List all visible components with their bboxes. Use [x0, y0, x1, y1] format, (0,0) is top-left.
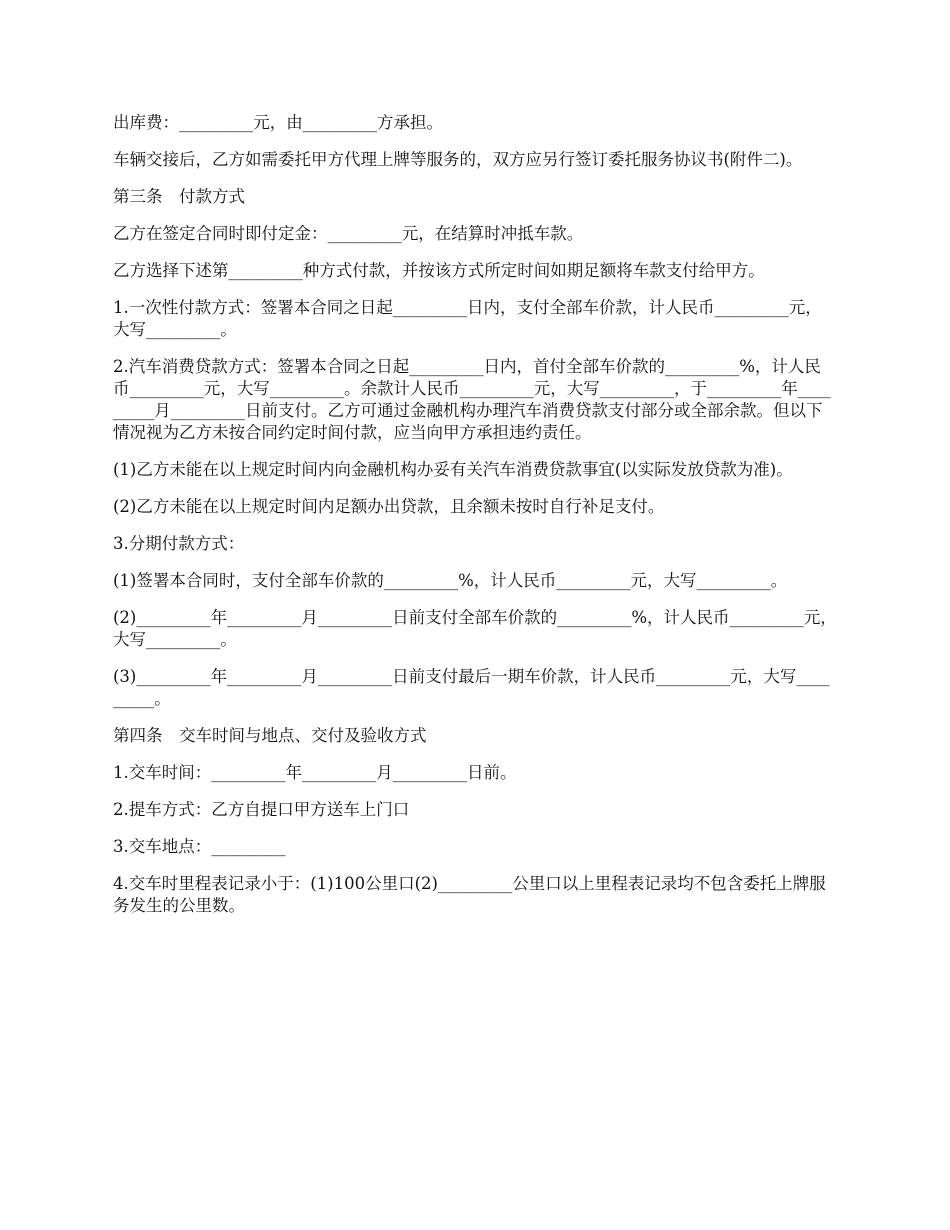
- paragraph-registration-agency: 车辆交接后，乙方如需委托甲方代理上牌等服务的，双方应另行签订委托服务协议书(附件二)。: [113, 150, 803, 169]
- paragraph-delivery-time: 1.交车时间：_________年_________月_________日前。: [113, 763, 517, 782]
- paragraph-installment-3: (3)_________年_________月_________日前支付最后一期车价款，计人民币_________元，大写_________。: [113, 667, 830, 708]
- heading-article-3: 第三条 付款方式: [113, 187, 245, 206]
- paragraph-installment-1: (1)签署本合同时，支付全部车价款的_________%，计人民币_________元，大写_________。: [113, 571, 788, 590]
- paragraph-installment: 3.分期付款方式：: [113, 534, 245, 553]
- paragraph-loan-default-1: (1)乙方未能在以上规定时间内向金融机构办妥有关汽车消费贷款事宜(以实际发放贷款为准)。: [113, 460, 793, 479]
- heading-article-4: 第四条 交车时间与地点、交付及验收方式: [113, 726, 427, 745]
- paragraph-consumer-loan: 2.汽车消费贷款方式：签署本合同之日起_________日内，首付全部车价款的_________%，计人民币_________元，大写_________。余款计人民币_________元，大写_________，于_________年_________月_________日前支付。乙方可通过金融机构办理汽车消费贷款支付部分或全部余款。但以下情况视为乙方未按合同约定时间付款，应当向甲方承担违约责任。: [113, 357, 831, 442]
- paragraph-pickup-method: 2.提车方式：乙方自提口甲方送车上门口: [113, 800, 410, 819]
- paragraph-delivery-fee: 出库费：_________元，由_________方承担。: [113, 113, 443, 132]
- paragraph-lump-sum: 1.一次性付款方式：签署本合同之日起_________日内，支付全部车价款，计人民币_________元，大写_________。: [113, 298, 822, 339]
- paragraph-payment-choice: 乙方选择下述第_________种方式付款，并按该方式所定时间如期足额将车款支付给甲方。: [113, 261, 765, 280]
- paragraph-loan-default-2: (2)乙方未能在以上规定时间内足额办出贷款，且余额未按时自行补足支付。: [113, 497, 665, 516]
- paragraph-installment-2: (2)_________年_________月_________日前支付全部车价款的_________%，计人民币_________元，大写_________。: [113, 608, 837, 649]
- paragraph-odometer: 4.交车时里程表记录小于：(1)100公里口(2)_________公里口以上里程表记录均不包含委托上牌服务发生的公里数。: [113, 874, 826, 915]
- document-page: [113, 112, 837, 932]
- paragraph-delivery-location: 3.交车地点：_________: [113, 837, 286, 856]
- paragraph-deposit: 乙方在签定合同时即付定金：_________元，在结算时冲抵车款。: [113, 224, 584, 243]
